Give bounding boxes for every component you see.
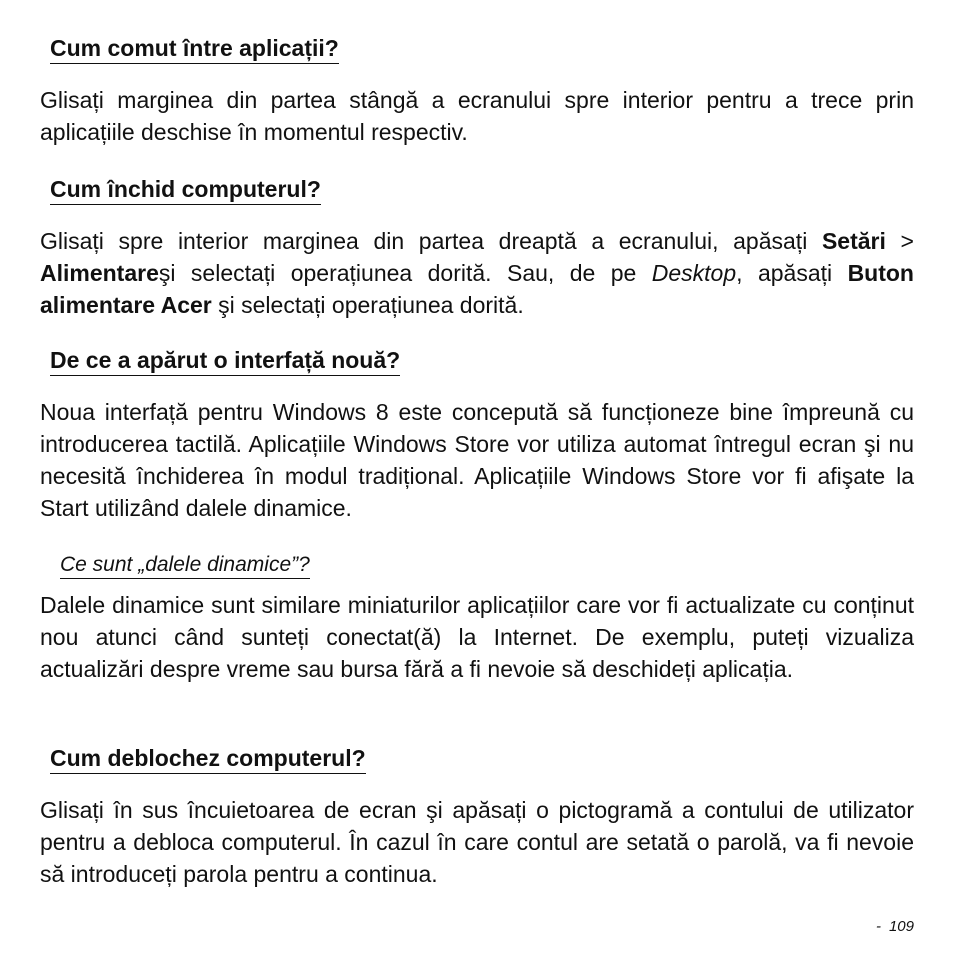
page-number: 109 [888, 918, 914, 935]
heading-shutdown: Cum închid computerul? [50, 175, 321, 205]
heading-unlock: Cum deblochez computerul? [50, 744, 366, 774]
footer-dash: - [875, 918, 881, 935]
heading-new-interface: De ce a apărut o interfață nouă? [50, 346, 400, 376]
paragraph-new-interface: Noua interfață pentru Windows 8 este concepută să funcționeze bine împreună cu introducerea tactilă. Aplicațiile Windows Store vor utiliza automat întregul ecran şi nu necesită închiderea în modul tradițional. Aplicațiile Windows Store vor fi afişate la Start utilizând dalele dinamice. [40, 399, 914, 521]
heading-switch-apps: Cum comut între aplicații? [50, 34, 339, 64]
bold-acer-power-button: Buton alimentare Acer [40, 260, 914, 318]
bold-settings: Setări [821, 228, 886, 254]
paragraph-switch-apps: Glisați marginea din partea stângă a ecranului spre interior pentru a trece prin aplicațiile deschise în momentul respectiv. [40, 87, 914, 145]
bold-power: Alimentare [40, 260, 159, 286]
page-footer [876, 918, 914, 935]
subheading-live-tiles: Ce sunt „dalele dinamice”? [60, 552, 310, 579]
paragraph-live-tiles: Dalele dinamice sunt similare miniaturilor aplicațiilor care vor fi actualizate cu conținut nou atunci când sunteți conectat(ă) la Internet. De exemplu, puteți vizualiza actualizări despre vreme sau bursa fără a fi nevoie să deschideți aplicația. [40, 592, 914, 682]
paragraph-unlock: Glisați în sus încuietoarea de ecran şi apăsați o pictogramă a contului de utilizator pentru a debloca computerul. În cazul în care contul are setată o parolă, va fi nevoie să introduceți parola pentru a continua. [40, 797, 914, 887]
italic-desktop: Desktop [651, 260, 737, 286]
paragraph-shutdown: Glisați spre interior marginea din partea dreaptă a ecranului, apăsați Setări > Alimentareşi selectați operațiunea dorită. Sau, de pe Desktop, apăsați Buton alimentare Acer şi selectați operațiunea dorită. [40, 228, 914, 318]
